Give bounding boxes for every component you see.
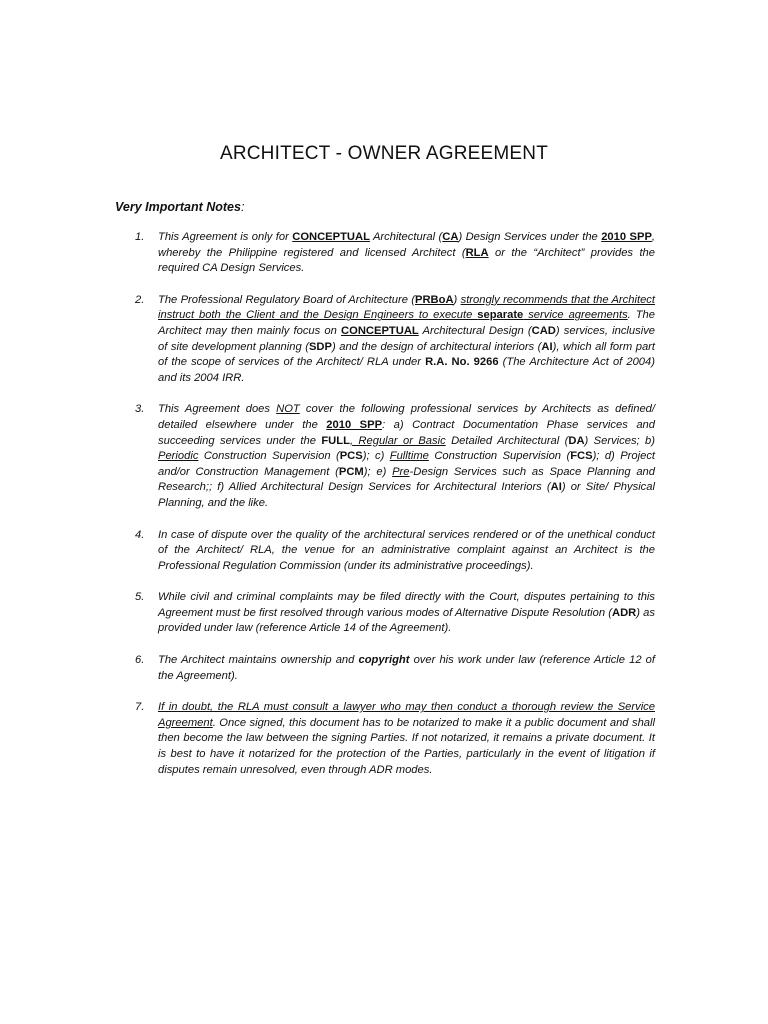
note-item — [115, 230, 655, 277]
note-text-run: 2010 SPP — [326, 418, 383, 431]
note-text-run: This Agreement does — [158, 403, 277, 416]
note-text-run: While civil and criminal complaints may be filed directly with the Court, disputes pertaining to this Agreement must be first resolved through various modes of Alternative Dispute Resolution ( — [158, 591, 655, 619]
note-text-run: Detailed Architectural ( — [445, 434, 569, 447]
note-text-run: ); d) Project and/or Construction Management ( — [158, 450, 656, 478]
note-text-run: Architectural Design ( — [418, 324, 532, 337]
note-text — [158, 701, 655, 775]
note-number: 6. — [135, 654, 145, 667]
note-text-run: or the “Architect” provides the required CA Design Services. — [158, 246, 656, 275]
note-text — [158, 591, 655, 634]
note-item — [115, 528, 655, 575]
note-text-run: AI — [550, 481, 562, 494]
note-number: 7. — [135, 701, 145, 714]
note-text-run: The Professional Regulatory Board of Architecture ( — [158, 293, 415, 306]
note-text-run: strongly recommends that the Architect instruct both the Client and the Design Engineers to execute — [158, 293, 655, 322]
document-title: ARCHITECT - OWNER AGREEMENT — [219, 143, 549, 164]
note-text — [158, 231, 655, 274]
note-text-run: This Agreement is only for — [158, 231, 293, 243]
note-text-run: copyright — [358, 654, 410, 667]
note-text-run: separate — [477, 309, 524, 322]
note-text — [158, 529, 655, 572]
notes-heading — [115, 200, 244, 214]
note-text-run: cover the following professional services by Architects as defined/ detailed elsewhere under the — [158, 403, 655, 431]
note-text-run: . Once signed, this document has to be notarized to make it a public document and shall then become the law between the signing Parties. If not notarized, it remains a private document. It is best to have it notarized for the protection of the Parties, particularly in the event of litigation if disputes remain unresolved, even through ADR modes. — [158, 716, 655, 776]
notes-list — [115, 230, 655, 794]
note-text-run: service agreements — [523, 309, 628, 322]
note-text-run: CONCEPTUAL — [292, 231, 370, 243]
note-text-run: SDP — [308, 340, 332, 353]
notes-heading-colon: : — [240, 200, 245, 214]
note-text-run: The Architect maintains ownership and — [158, 654, 359, 667]
note-text-run: PCM — [338, 465, 364, 478]
note-text-run: ); c) — [362, 450, 390, 463]
note-number: 1. — [135, 231, 145, 243]
note-text-run: CAD — [531, 324, 556, 337]
note-text-run: Periodic — [158, 450, 199, 463]
note-text-run: Construction Supervision ( — [428, 450, 571, 463]
note-item — [115, 700, 655, 778]
note-item — [115, 402, 655, 511]
note-text-run: PRBoA — [415, 293, 454, 306]
note-text-run: over his work under law (reference Article 12 of the Agreement). — [158, 654, 655, 682]
note-text-run: Construction Supervision ( — [198, 450, 340, 463]
note-text-run: If in doubt, the RLA must consult a lawyer who may then conduct a thorough review the Service Agreement — [158, 701, 655, 729]
note-number: 4. — [135, 528, 145, 541]
note-text-run: ADR — [612, 606, 637, 619]
note-text-run: FULL — [321, 434, 350, 447]
note-text — [158, 403, 655, 509]
note-item — [115, 293, 655, 387]
note-text-run: NOT — [276, 403, 300, 416]
note-text-run: Architectural ( — [369, 231, 443, 243]
note-number: 3. — [135, 403, 145, 416]
note-text — [158, 654, 655, 682]
notes-heading-text: Very Important Notes — [115, 200, 241, 214]
note-text-run: Fulltime — [389, 450, 429, 463]
note-text-run: ) or Site/ Physical Planning, and the like. — [158, 481, 655, 509]
note-text-run: ); e) — [363, 465, 393, 478]
note-text-run: 2010 SPP — [601, 231, 652, 243]
note-text-run: ) — [453, 293, 461, 306]
note-item — [115, 590, 655, 637]
note-text-run: PCS — [339, 450, 363, 463]
note-item — [115, 653, 655, 684]
note-text-run: ) as provided under law (reference Article 14 of the Agreement). — [158, 606, 655, 635]
note-text-run: DA — [568, 434, 585, 447]
note-text-run: ) and the design of architectural interiors ( — [331, 340, 542, 353]
note-number: 5. — [135, 591, 145, 604]
note-text-run: ), which all form part of the scope of services of the Architect/ RLA under — [158, 340, 656, 369]
note-text-run: (The Architecture Act of 2004) and its 2004 IRR. — [158, 356, 655, 384]
note-text-run: In case of dispute over the quality of the architectural services rendered or of the unethical conduct of the Architect/ RLA, the venue for an administrative complaint against an Architect is the Professional Regulation Commission (under its administrative proceedings). — [158, 528, 655, 572]
note-text-run: RLA — [465, 246, 489, 259]
note-number: 2. — [135, 293, 145, 306]
note-text-run: FCS — [570, 450, 593, 463]
note-text-run: , Regular or Basic — [349, 434, 446, 447]
note-text — [158, 294, 655, 384]
note-text-run: , whereby the Philippine registered and licensed Architect ( — [158, 231, 656, 259]
note-text-run: AI — [541, 340, 553, 353]
note-text-run: ) Services; b) — [584, 434, 655, 447]
note-text-run: . The Architect may then mainly focus on — [158, 309, 655, 337]
note-text-run: CONCEPTUAL — [341, 324, 419, 337]
note-text-run: : a) Contract Documentation Phase services and succeeding services under the — [158, 418, 655, 447]
note-text-run: CA — [442, 231, 459, 243]
note-text-run: -Design Services such as Space Planning and Research;; f) Allied Architectural Design Services for Architectural Interiors ( — [158, 465, 655, 494]
note-text-run: R.A. No. 9266 — [425, 356, 499, 369]
note-text-run: ) Design Services under the — [458, 231, 602, 243]
note-text-run: Pre — [392, 465, 410, 478]
note-text-run: ) services, inclusive of site development planning ( — [158, 324, 656, 353]
